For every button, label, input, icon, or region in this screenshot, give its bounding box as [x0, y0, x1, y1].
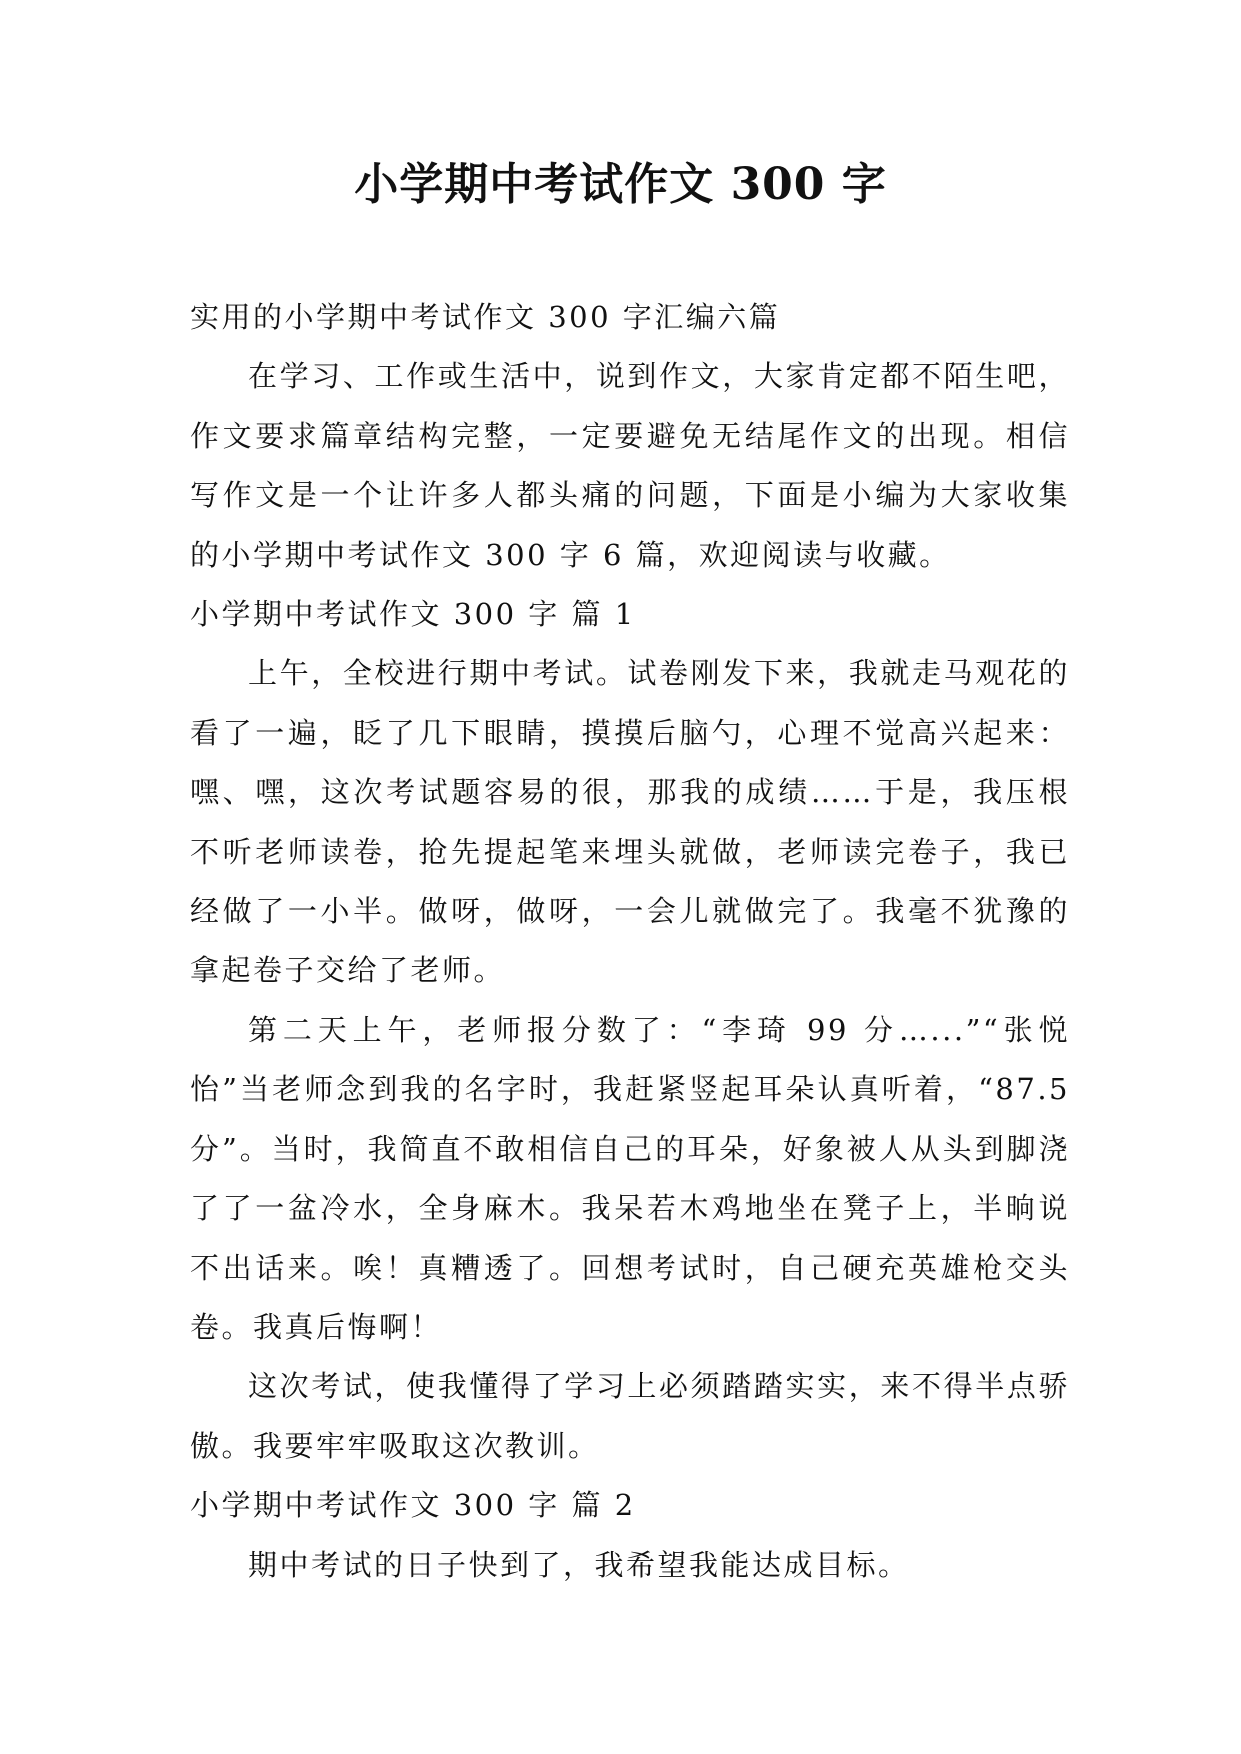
section-1-paragraph-1: 上午，全校进行期中考试。试卷刚发下来，我就走马观花的看了一遍，眨了几下眼睛，摸摸后脑勺，心理不觉高兴起来：嘿、嘿，这次考试题容易的很，那我的成绩……于是，我压根不听老师读卷，抢先提起笔来埋头就做，老师读完卷子，我已经做了一小半。做呀，做呀，一会儿就做完了。我毫不犹豫的拿起卷子交给了老师。	[190, 656, 1070, 988]
intro-paragraph: 在学习、工作或生活中，说到作文，大家肯定都不陌生吧，作文要求篇章结构完整，一定要避免无结尾作文的出现。相信写作文是一个让许多人都头痛的问题，下面是小编为大家收集的小学期中考试作文 300 字 6 篇，欢迎阅读与收藏。	[190, 359, 1070, 572]
section-1-paragraph-2: 第二天上午，老师报分数了：“李琦 99 分…...”“张悦怡”当老师念到我的名字时，我赶紧竖起耳朵认真听着，“87.5 分”。当时，我简直不敢相信自己的耳朵，好象被人从头到脚浇了了一盆冷水，全身麻木。我呆若木鸡地坐在凳子上，半晌说不出话来。唉！真糟透了。回想考试时，自己硬充英雄枪交头卷。我真后悔啊！	[190, 1012, 1070, 1344]
document-subtitle: 实用的小学期中考试作文 300 字汇编六篇	[190, 300, 781, 334]
document-body	[190, 288, 1070, 1595]
document-title: 小学期中考试作文 300 字	[354, 159, 887, 210]
section-heading-1: 小学期中考试作文 300 字 篇 1	[190, 597, 636, 632]
section-2-paragraph-1: 期中考试的日子快到了，我希望我能达成目标。	[248, 1547, 910, 1582]
section-1-paragraph-3: 这次考试，使我懂得了学习上必须踏踏实实，来不得半点骄傲。我要牢牢吸取这次教训。	[190, 1369, 1070, 1463]
section-heading-2: 小学期中考试作文 300 字 篇 2	[190, 1488, 636, 1523]
